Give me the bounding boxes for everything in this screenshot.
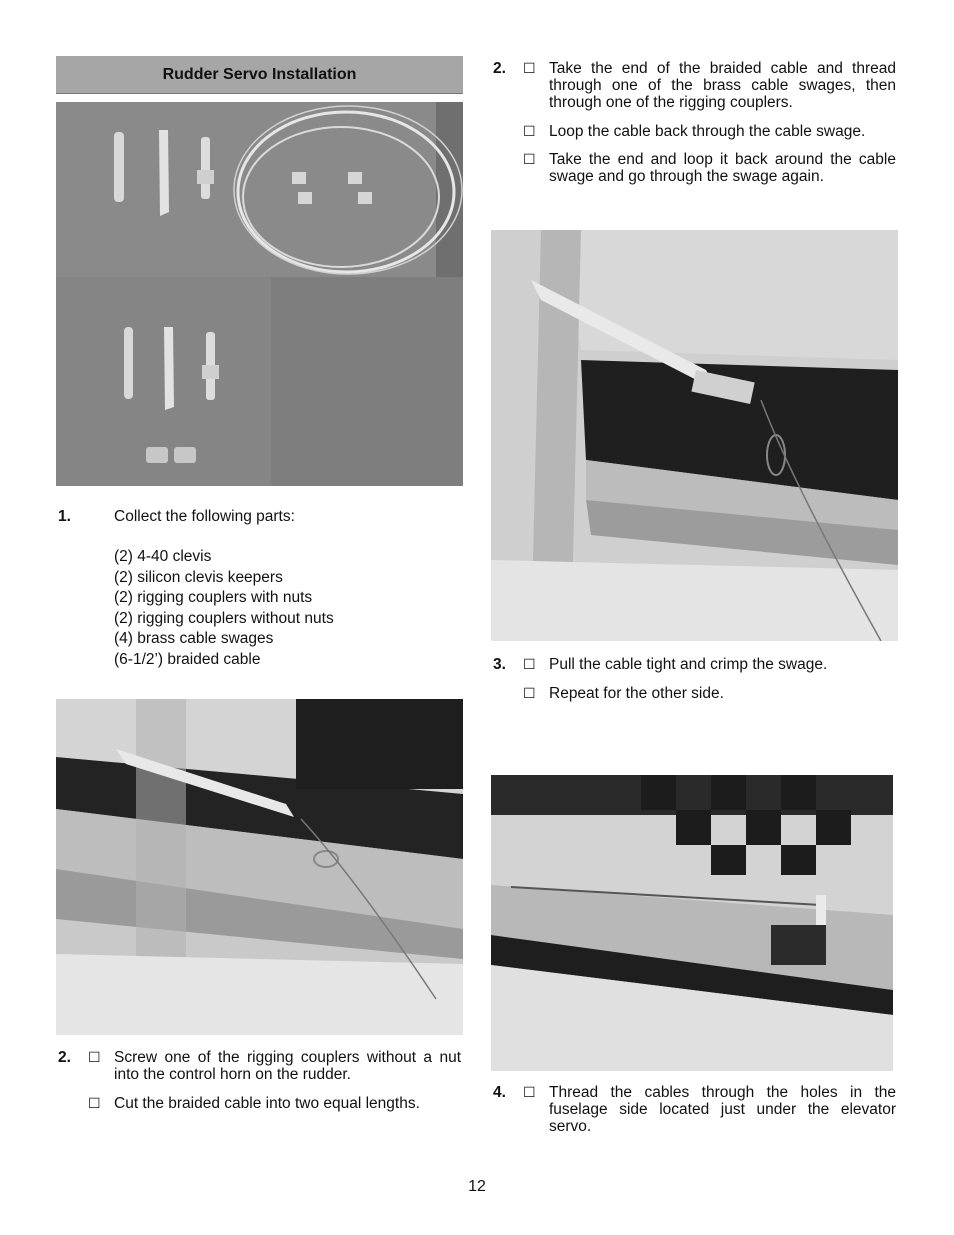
list-item: (2) silicon clevis keepers — [114, 568, 283, 586]
step-text: Collect the following parts: — [114, 508, 295, 525]
parts-list — [114, 547, 463, 671]
list-item: (2) rigging couplers with nuts — [114, 589, 313, 607]
checkbox-icon[interactable]: ☐ — [523, 60, 536, 76]
step-2-item-2 — [88, 1095, 461, 1112]
step-text: Cut the braided cable into two equal lengths. — [114, 1095, 420, 1112]
cable-swage-photo — [491, 230, 898, 641]
page-number: 12 — [468, 1178, 486, 1195]
step-4-item-1 — [493, 1084, 896, 1135]
checkbox-icon[interactable]: ☐ — [523, 151, 536, 167]
list-item: (4) brass cable swages — [114, 630, 274, 648]
step-1 — [58, 508, 463, 525]
step-3-item-1 — [493, 656, 896, 673]
fuselage-servo-photo — [491, 775, 893, 1071]
step-number: 2. — [58, 1049, 71, 1066]
list-item: (2) rigging couplers without nuts — [114, 609, 334, 627]
step-2-right-item-1 — [493, 60, 896, 111]
list-item: (6-1/2’) braided cable — [114, 650, 261, 668]
checkbox-icon[interactable]: ☐ — [88, 1095, 101, 1111]
step-2-right-item-3 — [523, 151, 896, 185]
step-3-item-2 — [523, 685, 896, 702]
step-text: Loop the cable back through the cable swage. — [549, 123, 866, 140]
checkbox-icon[interactable]: ☐ — [523, 1084, 536, 1100]
step-text: Thread the cables through the holes in the fuselage side located just under the elevator servo. — [549, 1084, 896, 1135]
step-text: Pull the cable tight and crimp the swage. — [549, 656, 828, 673]
control-horn-photo — [56, 699, 463, 1035]
step-number: 4. — [493, 1084, 506, 1101]
step-number: 1. — [58, 508, 71, 525]
step-number: 3. — [493, 656, 506, 673]
checkbox-icon[interactable]: ☐ — [523, 123, 536, 139]
step-text: Repeat for the other side. — [549, 685, 724, 702]
section-header — [56, 56, 463, 94]
step-text: Take the end and loop it back around the cable swage and go through the swage again. — [549, 151, 896, 185]
step-text: Take the end of the braided cable and thread through one of the brass cable swages, then through one of the rigging couplers. — [549, 60, 896, 111]
parts-photo — [56, 102, 463, 486]
step-text: Screw one of the rigging couplers without a nut into the control horn on the rudder. — [114, 1049, 461, 1083]
step-number: 2. — [493, 60, 506, 77]
list-item: (2) 4-40 clevis — [114, 548, 212, 565]
step-2-right-item-2 — [523, 123, 896, 140]
checkbox-icon[interactable]: ☐ — [88, 1049, 101, 1065]
checkbox-icon[interactable]: ☐ — [523, 656, 536, 672]
checkbox-icon[interactable]: ☐ — [523, 685, 536, 701]
section-title: Rudder Servo Installation — [162, 66, 357, 83]
step-2-item-1 — [58, 1049, 461, 1083]
